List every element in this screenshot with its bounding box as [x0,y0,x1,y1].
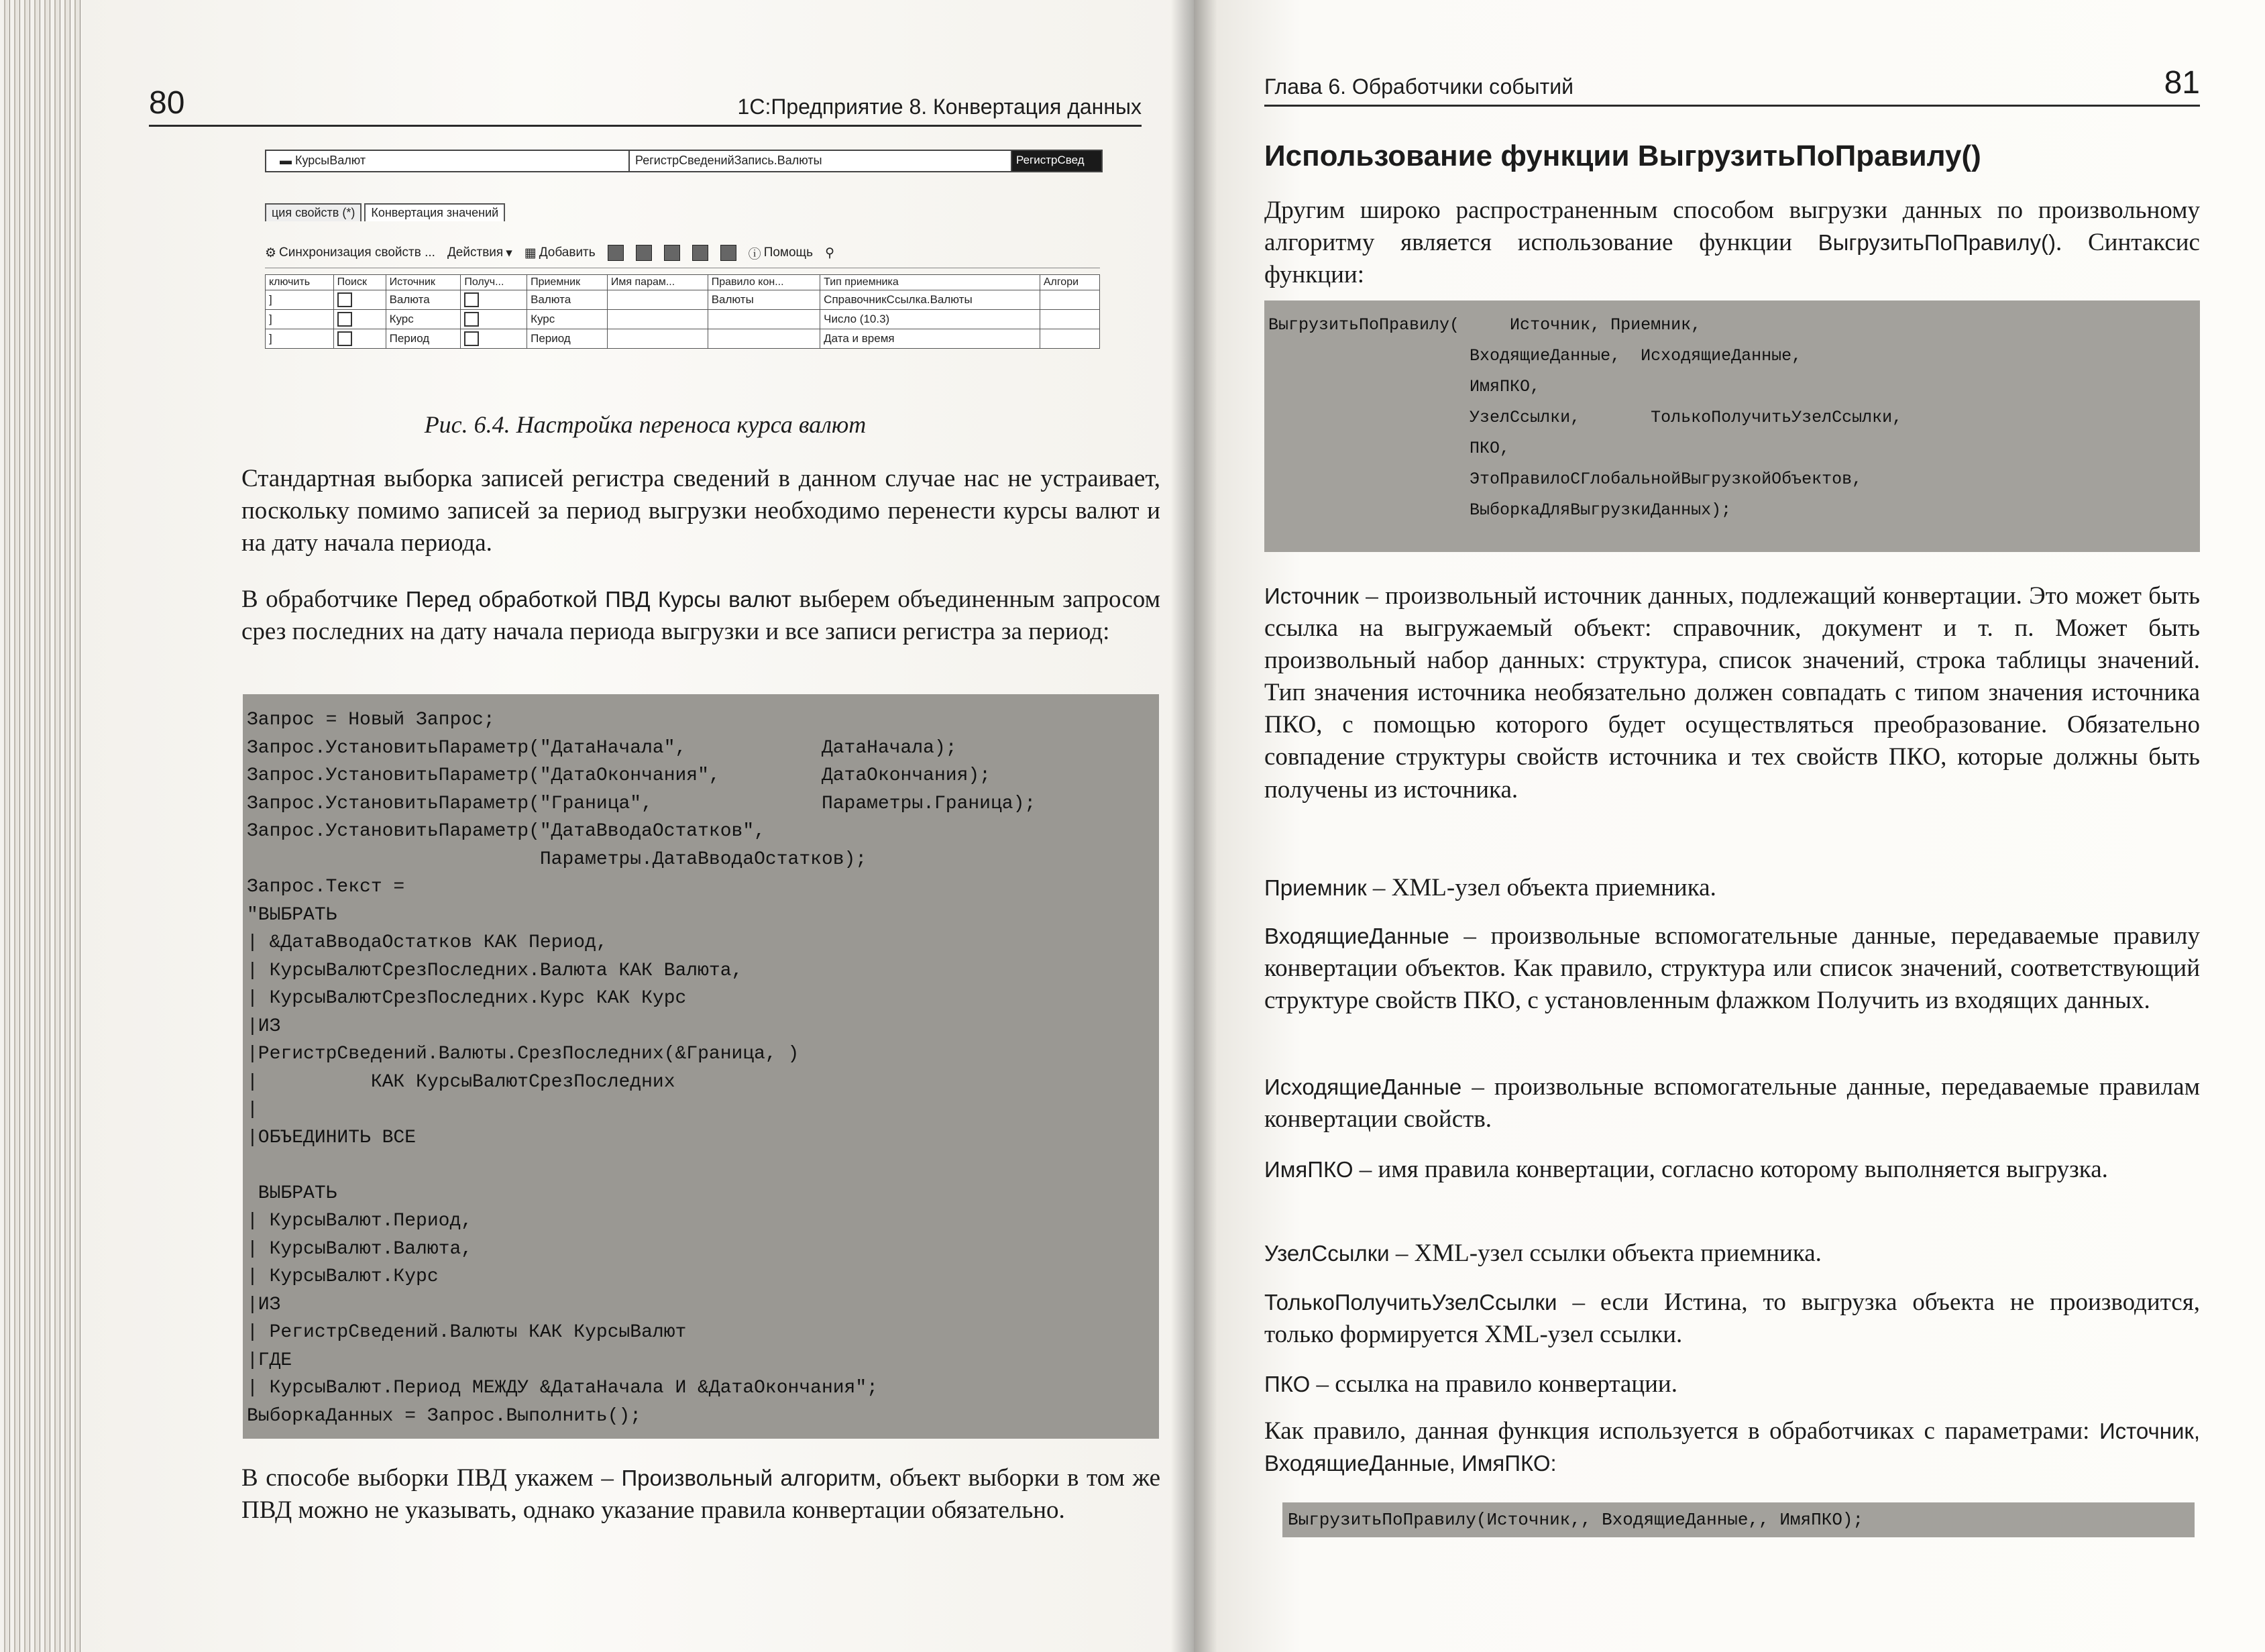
toolbar-icon-2[interactable] [636,245,652,261]
rule-source: ▬ КурсыВалют [266,151,630,171]
sync-icon: ⚙ [265,245,277,260]
left-page-number: 80 [149,85,185,121]
book-gutter [1170,0,1217,1652]
col-header[interactable]: Поиск [333,275,386,290]
info-icon: ⓘ [748,247,761,262]
section-title: Использование функции ВыгрузитьПоПравилу() [1264,140,1981,172]
rule-receiver: РегистрСведенийЗапись.Валюты [630,151,1012,171]
screenshot-tabs [265,203,508,221]
example-code-block: ВыгрузитьПоПравилу(Источник,, ВходящиеДанные,, ИмяПКО); [1282,1502,2195,1537]
figure-screenshot [265,144,1100,352]
page-edges [0,0,80,1652]
sync-button[interactable]: ⚙ Синхронизация свойств ... [265,245,435,260]
left-paragraph-2: В обработчике Перед обработкой ПВД Курсы валют выберем объединенным запросом срез последних на дату начала периода выгрузки и все записи регистра за период: [241,586,1160,646]
rule-receiver-type: РегистрСвед [1012,151,1101,171]
left-paragraph-3: В способе выборки ПВД укажем – Произвольный алгоритм, объект выборки в том же ПВД можно не указывать, однако указание правила конвертации обязательно. [241,1464,1160,1525]
search-checkbox[interactable] [337,292,352,307]
left-paragraph-1: Стандартная выборка записей регистра сведений в данном случае нас не устраивает, поскольку помимо записей за период выгрузки необходимо перенести курсы валют и на дату начала периода. [241,465,1160,557]
handler-name: Перед обработкой ПВД Курсы валют [405,587,792,612]
col-header[interactable]: Приемник [527,275,608,290]
algorithm-term: Произвольный алгоритм [621,1466,876,1490]
syntax-code-block: ВыгрузитьПоПравилу( Источник, Приемник, ВходящиеДанные, ИсходящиеДанные, ИмяПКО, УзелСсылки, ТолькоПолучитьУзелСсылки, ПКО, ЭтоПравилоСГлобальнойВыгрузкойОбъектов, ВыборкаДляВыгрузкиДанных); [1264,300,2200,552]
right-page-number: 81 [2164,65,2200,101]
col-header[interactable]: Тип приемника [820,275,1040,290]
add-button[interactable]: ▦ Добавить [524,245,596,260]
param-source: Источник – произвольный источник данных, подлежащий конвертации. Это может быть ссылка на выгружаемый объект: справочник, документ и т. п. Может быть произвольный набор данных: структура, список значений, строка таблицы значений. Тип значения источника необязательно должен совпадать с типом значения источника ПКО, с помощью которого будет осуществляться преобразование. Обязательно совпадение структуры свойств источника и тех свойств ПКО, которые должны быть получены из источника. [1264,582,2200,804]
right-running-head: Глава 6. Обработчики событий [1264,74,1573,99]
search-checkbox[interactable] [337,312,352,327]
get-checkbox[interactable] [464,312,479,327]
param-rule: ПКО – ссылка на правило конвертации. [1264,1370,1677,1398]
param-rule-name: ИмяПКО – имя правила конвертации, согласно которому выполняется выгрузка. [1264,1156,2108,1183]
right-page-header [1264,67,2200,107]
col-header[interactable]: Источник [386,275,461,290]
toolbar-icon-5[interactable] [720,245,736,261]
screenshot-toolbar [265,238,1100,268]
search-checkbox[interactable] [337,331,352,346]
closing-paragraph: Как правило, данная функция используется в обработчиках с параметрами: Источник, ВходящиеДанные, ИмяПКО: [1264,1417,2200,1476]
left-page-header [149,87,1142,127]
actions-menu[interactable]: Действия ▾ [447,245,512,260]
table-row[interactable]: ] Валюта Валюта Валюты СправочникСсылка.Валюты [266,290,1100,310]
table-row[interactable]: ] Курс Курс Число (10.3) [266,310,1100,329]
param-outgoing-data: ИсходящиеДанные – произвольные вспомогательные данные, передаваемые правилам конвертации свойств. [1264,1073,2200,1134]
col-header[interactable]: Имя парам... [607,275,708,290]
param-only-ref-node: ТолькоПолучитьУзелСсылки – если Истина, то выгрузка объекта не производится, только формируется XML-узел ссылки. [1264,1288,2200,1349]
param-receiver: Приемник – XML-узел объекта приемника. [1264,874,1716,901]
rule-row [265,150,1103,172]
col-header[interactable]: Алгори [1040,275,1099,290]
get-checkbox[interactable] [464,331,479,346]
search-icon[interactable]: ⚲ [825,245,834,260]
add-icon: ▦ [524,245,537,260]
get-checkbox[interactable] [464,292,479,307]
toolbar-icon-4[interactable] [692,245,708,261]
help-button[interactable]: ⓘ Помощь [749,244,813,262]
property-table [265,274,1100,349]
col-header[interactable]: Получ... [461,275,527,290]
figure-caption: Рис. 6.4. Настройка переноса курса валют [424,411,867,438]
query-code-block: Запрос = Новый Запрос; Запрос.УстановитьПараметр("ДатаНачала", ДатаНачала); Запрос.УстановитьПараметр("ДатаОкончания", ДатаОкончания); Запрос.УстановитьПараметр("Граница", Параметры.Граница); Запрос.УстановитьПараметр("ДатаВводаОстатков", Параметры.ДатаВводаОстатков); Запрос.Текст = "ВЫБРАТЬ | &ДатаВводаОстатков КАК Период, | КурсыВалютСрезПоследних.Валюта КАК Валюта, | КурсыВалютСрезПоследних.Курс КАК Курс |ИЗ |РегистрСведений.Валюты.СрезПоследних(&Граница, ) | КАК КурсыВалютСрезПоследних | |ОБЪЕДИНИТЬ ВСЕ ВЫБРАТЬ | КурсыВалют.Период, | КурсыВалют.Валюта, | КурсыВалют.Курс |ИЗ | РегистрСведений.Валюты КАК КурсыВалют |ГДЕ | КурсыВалют.Период МЕЖДУ &ДатаНачала И &ДатаОкончания"; ВыборкаДанных = Запрос.Выполнить(); [243,694,1159,1439]
col-header[interactable]: Правило кон... [708,275,820,290]
tab-value-conversion[interactable]: Конвертация значений [364,203,505,221]
function-name: ВыгрузитьПоПравилу() [1818,230,2056,256]
tab-properties[interactable]: ция свойств (*) [265,203,362,221]
left-running-head: 1С:Предприятие 8. Конвертация данных [737,95,1142,119]
col-header[interactable]: ключить [266,275,334,290]
table-header-row [266,275,1100,290]
param-incoming-data: ВходящиеДанные – произвольные вспомогательные данные, передаваемые правилу конвертации объектов. Как правило, структура или список значений, соответствующий структуре свойств ПКО, с установленным флажком Получить из входящих данных. [1264,922,2200,1015]
dropdown-icon: ▾ [506,245,512,260]
param-ref-node: УзелСсылки – XML-узел ссылки объекта приемника. [1264,1240,1822,1267]
toolbar-icon-1[interactable] [608,245,624,261]
table-row[interactable]: ] Период Период Дата и время [266,329,1100,349]
toolbar-icon-3[interactable] [664,245,680,261]
intro-paragraph: Другим широко распространенным способом выгрузки данных по произвольному алгоритму является использование функции ВыгрузитьПоПравилу(). Синтаксис функции: [1264,197,2200,289]
